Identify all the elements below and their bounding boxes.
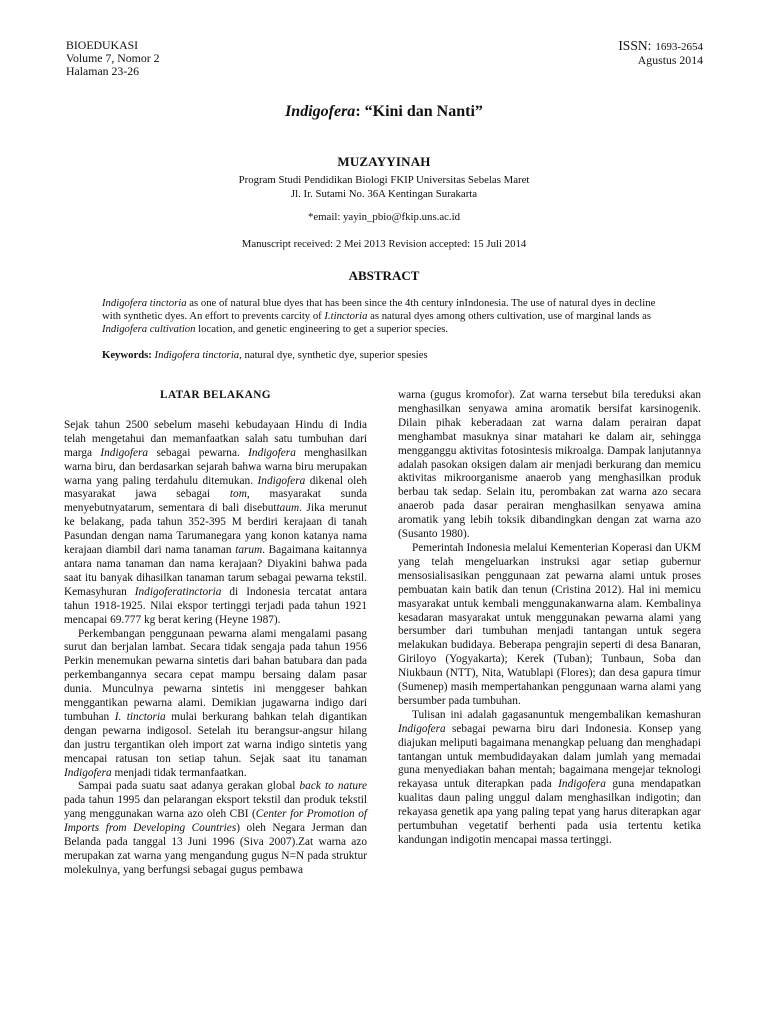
text-run: , natural dye, synthetic dye, superior spesies [239,349,428,361]
text-run: Indigofera [64,766,112,779]
text-run: Center for Promotion of Imports from Developing Countries [64,808,367,835]
body-paragraph [64,628,367,781]
text-run: back to nature [299,780,367,793]
body-paragraph [398,389,701,542]
author-name: MUZAYYINAH [337,154,431,169]
text-run: tarum [235,544,263,557]
journal-name: BIOEDUKASI [66,38,139,52]
journal-pages: Halaman 23-26 [66,64,140,79]
issn-info [618,39,703,67]
journal-volume: Volume 7, Nomor 2 [66,51,160,66]
text-run: . Bagaimana kaitannya antara nama tanaman dan nama kerajaan? Diyakini bahwa pada saat itu banyak dihasilkan tanaman tarum sebagai pewarna tekstil. Kemasyhuran [64,544,367,598]
text-run: Indigofera [248,446,296,459]
text-run: Indigofera [257,474,306,487]
text-run: menghasilkan warna biru, dan berdasarkan sejarah bahwa warna biru merupakan warna yang paling terdahulu ditemukan. [64,446,367,487]
text-run: Perkembangan penggunaan pewarna alami mengalami pasang surut dan berjalan lambat. Secara tidak sengaja pada tahun 1956 Perkin menemukan pewarna sintetis dari bahan batubara dan pada perkembangannya secara cepat mampu bersaing dalam pasar dunia. Munculnya pewarna sintetis ini menggeser bahkan menggantikan pewarna alami. Demikian jugawarna indigo dari tumbuhan [64,627,367,723]
issue-date: Agustus 2014 [637,53,703,68]
issn-line [618,39,703,54]
abstract-heading: ABSTRACT [348,268,420,283]
body-paragraph [398,542,701,709]
title-rest: : “Kini dan Nanti” [355,103,483,120]
text-run: Indigoferatinctoria [134,585,222,598]
manuscript-dates: Manuscript received: 2 Mei 2013 Revision accepted: 15 Juli 2014 [241,238,527,250]
issn-label: ISSN: [618,38,652,53]
text-run: sebagai pewarna biru dari Indonesia. Konsep yang diajukan meliputi bagaimana menangkap peluang dan menghadapi tantangan untuk membudidayakan dalam jumlah yang memadai guna menyediakan bahan mentah; bagaimana mengejar teknologi rekayasa untuk diterapkan pada [398,722,701,791]
affiliation-line-2: Jl. Ir. Sutami No. 36A Kentingan Surakarta [290,187,478,200]
text-run: I.tinctoria [324,310,368,323]
text-run: ) oleh Negara Jerman dan Belanda pada tanggal 13 Juni 1996 (Siva 2007).Zat warna azo merupakan zat warna yang mengandung gugus N=N pada struktur molekulnya, yang berfungsi sebagai gugus pembawa [64,822,367,876]
affiliation-line-1: Program Studi Pendidikan Biologi FKIP Universitas Sebelas Maret [238,174,530,186]
issn-number: 1693-2654 [655,41,703,53]
left-paragraphs [64,419,367,878]
text-run: as natural dyes among others cultivation, use of marginal lands as [367,310,652,323]
text-run: Indigofera [100,446,149,459]
abstract-text [102,297,672,337]
text-run: mulai berkurang bahkan telah digantikan dengan pewarna indigosol. Setelah itu berangsur-angsur hilang dan justru tergantikan oleh import zat warna indigo sintetis yang mencapai ratusan ton setiap tahun. Sejak saat itu tanaman [64,710,367,765]
text-run: Tulisan ini adalah gagasanuntuk mengembalikan kemashuran [412,708,701,721]
body-column-right [398,389,701,848]
text-run: taum [276,502,300,515]
text-run: Pemerintah Indonesia melalui Kementerian Koperasi dan UKM yang telah mengeluarkan instruksi agar setiap gubernur mensosialisasikan penggunaan zat pewarna alami untuk proses pembuatan kain batik dan tenun (Cristina 2012). Hal ini memicu masyarakat untuk kembali menggunakanwarna alam. Kembalinya kesadaran masyarakat untuk menggunakan pewarna alami yang bersumber dari tumbuhan menjadi tantangan untuk segera melakukan budidaya. Beberapa pengrajin seperti di desa Banaran, Giriloyo (Yogyakarta); Kerek (Tuban); Tunbaun, Soba dan Niukbaun (NTT), Nita, Watublapi (Flores); dan desa gapura timur (Sumenep) masih mempertahankan penggunaan warna alami yang bersumber pada tumbuhan. [398,541,701,707]
text-run: Sejak tahun 2500 sebelum masehi kebudayaan Hindu di India telah mengetahui dan memanfaatkan salah satu tumbuhan dari marga [64,418,367,459]
text-run: Sampai pada suatu saat adanya gerakan global [78,780,300,793]
body-column-left [64,389,367,878]
body-paragraph [64,419,367,628]
text-run: Indigofera [398,722,446,735]
affiliation [0,174,768,201]
text-run: as one of natural blue dyes that has been since the 4th century inIndonesia. The use of natural dyes in decline with synthetic dyes. An effort to prevents carcity of [102,297,656,323]
journal-info [66,39,160,79]
text-run: Indigofera cultivation [102,323,196,336]
text-run: dikenal oleh masyarakat jawa sebagai [64,474,367,501]
text-run: menjadi tidak termanfaatkan. [111,766,247,779]
text-run: location, and genetic engineering to get a superior species. [195,323,449,336]
text-run: . Jika merunut ke belakang, pada tahun 352-395 M berdiri kerajaan di tanah Pasundan dengan nama Tarumanegara yang konon katanya nama kerajaan diambil dari nama tanaman [64,502,367,557]
text-run: Indigofera tinctoria [154,349,240,361]
text-run: tom [229,488,247,501]
text-run: warna (gugus kromofor). Zat warna tersebut bila tereduksi akan menghasilkan senyawa amina aromatik bersifat karsinogenik. Dilain pihak keberadaan zat warna dalam perairan dapat menghambat masuknya sinar matahari ke dalam air, sehingga mengganggu aktivitas fotosintesis mikroalga. Dampak lanjutannya adalah pasokan oksigen dalam air menjadi berkurang dan memicu aktivitas mikroorganisme anaerob yang menghasilkan produk berbau tak sedap. Selain itu, perombakan zat warna azo secara anaerob pada dasar perairan menghasilkan senyawa amina aromatik yang lebih toksik dibandingkan dengan zat warna azo (Susanto 1980). [398,389,701,541]
body-paragraph [64,780,367,877]
text-run: pada tahun 1995 dan pelarangan eksport tekstil dan produk tekstil yang menggunakan warna azo oleh CBI ( [64,794,367,821]
text-run: I. tinctoria [114,710,166,723]
right-paragraphs [398,389,701,848]
keywords [102,349,672,361]
text-run: Indigofera [558,778,606,791]
keywords-label: Keywords: [102,349,152,361]
text-run: guna mendapatkan kualitas daun paling unggul dalam menghasilkan indigotin; dan rekayasa genetik apa yang paling tepat yang harus diterapkan agar pertumbuhan vegetatif berhenti pada usia tertentu ketika kandungan indigotin mencapai massa tertinggi. [398,778,701,846]
paper-title [0,103,768,121]
section-heading: LATAR BELAKANG [160,389,271,401]
text-run: , masyarakat sunda menyebutnyatarum, sementara di bali disebut [64,488,368,515]
body-paragraph [398,709,701,848]
text-run: sebagai pewarna. [148,446,249,459]
keywords-list [152,349,428,361]
title-genus: Indigofera [285,103,356,120]
author-email: *email: yayin_pbio@fkip.uns.ac.id [307,211,461,223]
text-run: Indigofera tinctoria [102,297,187,309]
text-run: di Indonesia tercatat antara tahun 1918-1925. Nilai ekspor tertinggi terjadi pada tahun 1921 mencapai 69.777 kg berat kering (Heyne 1987). [64,585,367,626]
